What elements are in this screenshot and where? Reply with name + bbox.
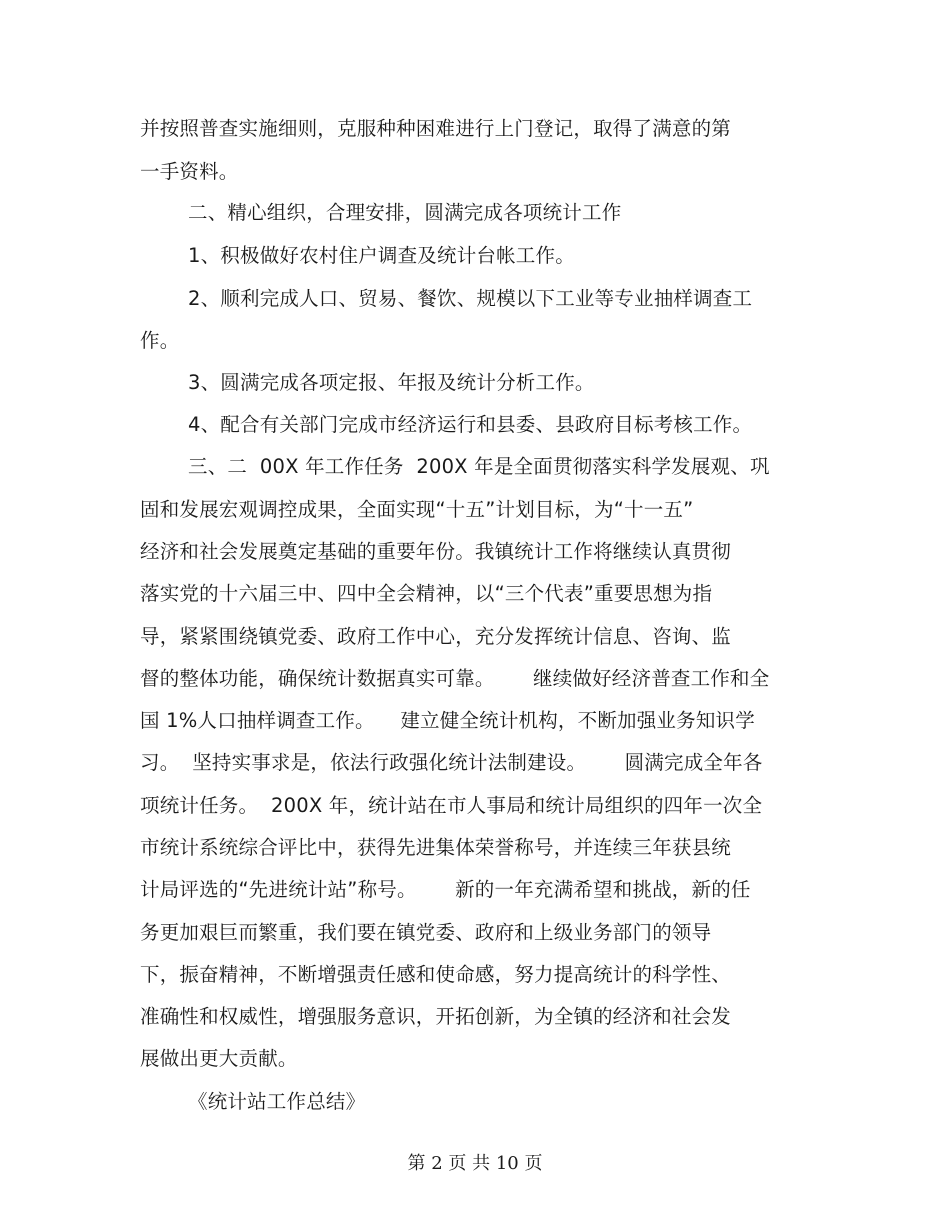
body-text-line: 国 1%人口抽样调查工作。 建立健全统计机构，不断加强业务知识学: [140, 709, 755, 732]
body-text-line: 落实党的十六届三中、四中全会精神，以“三个代表”重要思想为指: [140, 582, 713, 605]
list-item: 4、配合有关部门完成市经济运行和县委、县政府目标考核工作。: [188, 413, 753, 436]
page-number-footer: 第 2 页 共 10 页: [407, 1153, 543, 1174]
body-text-line: 作。: [140, 329, 180, 352]
body-text-line: 固和发展宏观调控成果，全面实现“十五”计划目标，为“十一五”: [140, 498, 694, 521]
body-text-line: 导，紧紧围绕镇党委、政府工作中心，充分发挥统计信息、咨询、监: [140, 625, 732, 648]
body-text-line: 计局评选的“先进统计站”称号。 新的一年充满希望和挑战，新的任: [140, 878, 751, 901]
list-item: 2、顺利完成人口、贸易、餐饮、规模以下工业等专业抽样调查工: [188, 287, 753, 310]
list-item: 1、积极做好农村住户调查及统计台帐工作。: [188, 244, 575, 267]
body-text-line: 经济和社会发展奠定基础的重要年份。我镇统计工作将继续认真贯彻: [140, 540, 732, 563]
body-text-line: 一手资料。: [140, 160, 239, 183]
body-text-line: 准确性和权威性，增强服务意识，开拓创新，为全镇的经济和社会发: [140, 1005, 732, 1028]
body-text-line: 展做出更大贡献。: [140, 1047, 298, 1070]
section-heading: 二、精心组织，合理安排，圆满完成各项统计工作: [188, 201, 622, 224]
document-title-reference: 《统计站工作总结》: [188, 1090, 366, 1113]
body-text-line: 督的整体功能，确保统计数据真实可靠。 继续做好经济普查工作和全: [140, 667, 770, 690]
section-heading: 三、二 00X 年工作任务 200X 年是全面贯彻落实科学发展观、巩: [188, 455, 770, 478]
body-text-line: 并按照普查实施细则，克服种种困难进行上门登记，取得了满意的第: [140, 117, 732, 140]
body-text-line: 务更加艰巨而繁重，我们要在镇党委、政府和上级业务部门的领导: [140, 921, 712, 944]
body-text-line: 项统计任务。 200X 年，统计站在市人事局和统计局组织的四年一次全: [140, 794, 763, 817]
body-text-line: 下，振奋精神，不断增强责任感和使命感，努力提高统计的科学性、: [140, 963, 732, 986]
list-item: 3、圆满完成各项定报、年报及统计分析工作。: [188, 371, 595, 394]
body-text-line: 习。 坚持实事求是，依法行政强化统计法制建设。 圆满完成全年各: [140, 751, 763, 774]
body-text-line: 市统计系统综合评比中，获得先进集体荣誉称号，并连续三年获县统: [140, 836, 732, 859]
